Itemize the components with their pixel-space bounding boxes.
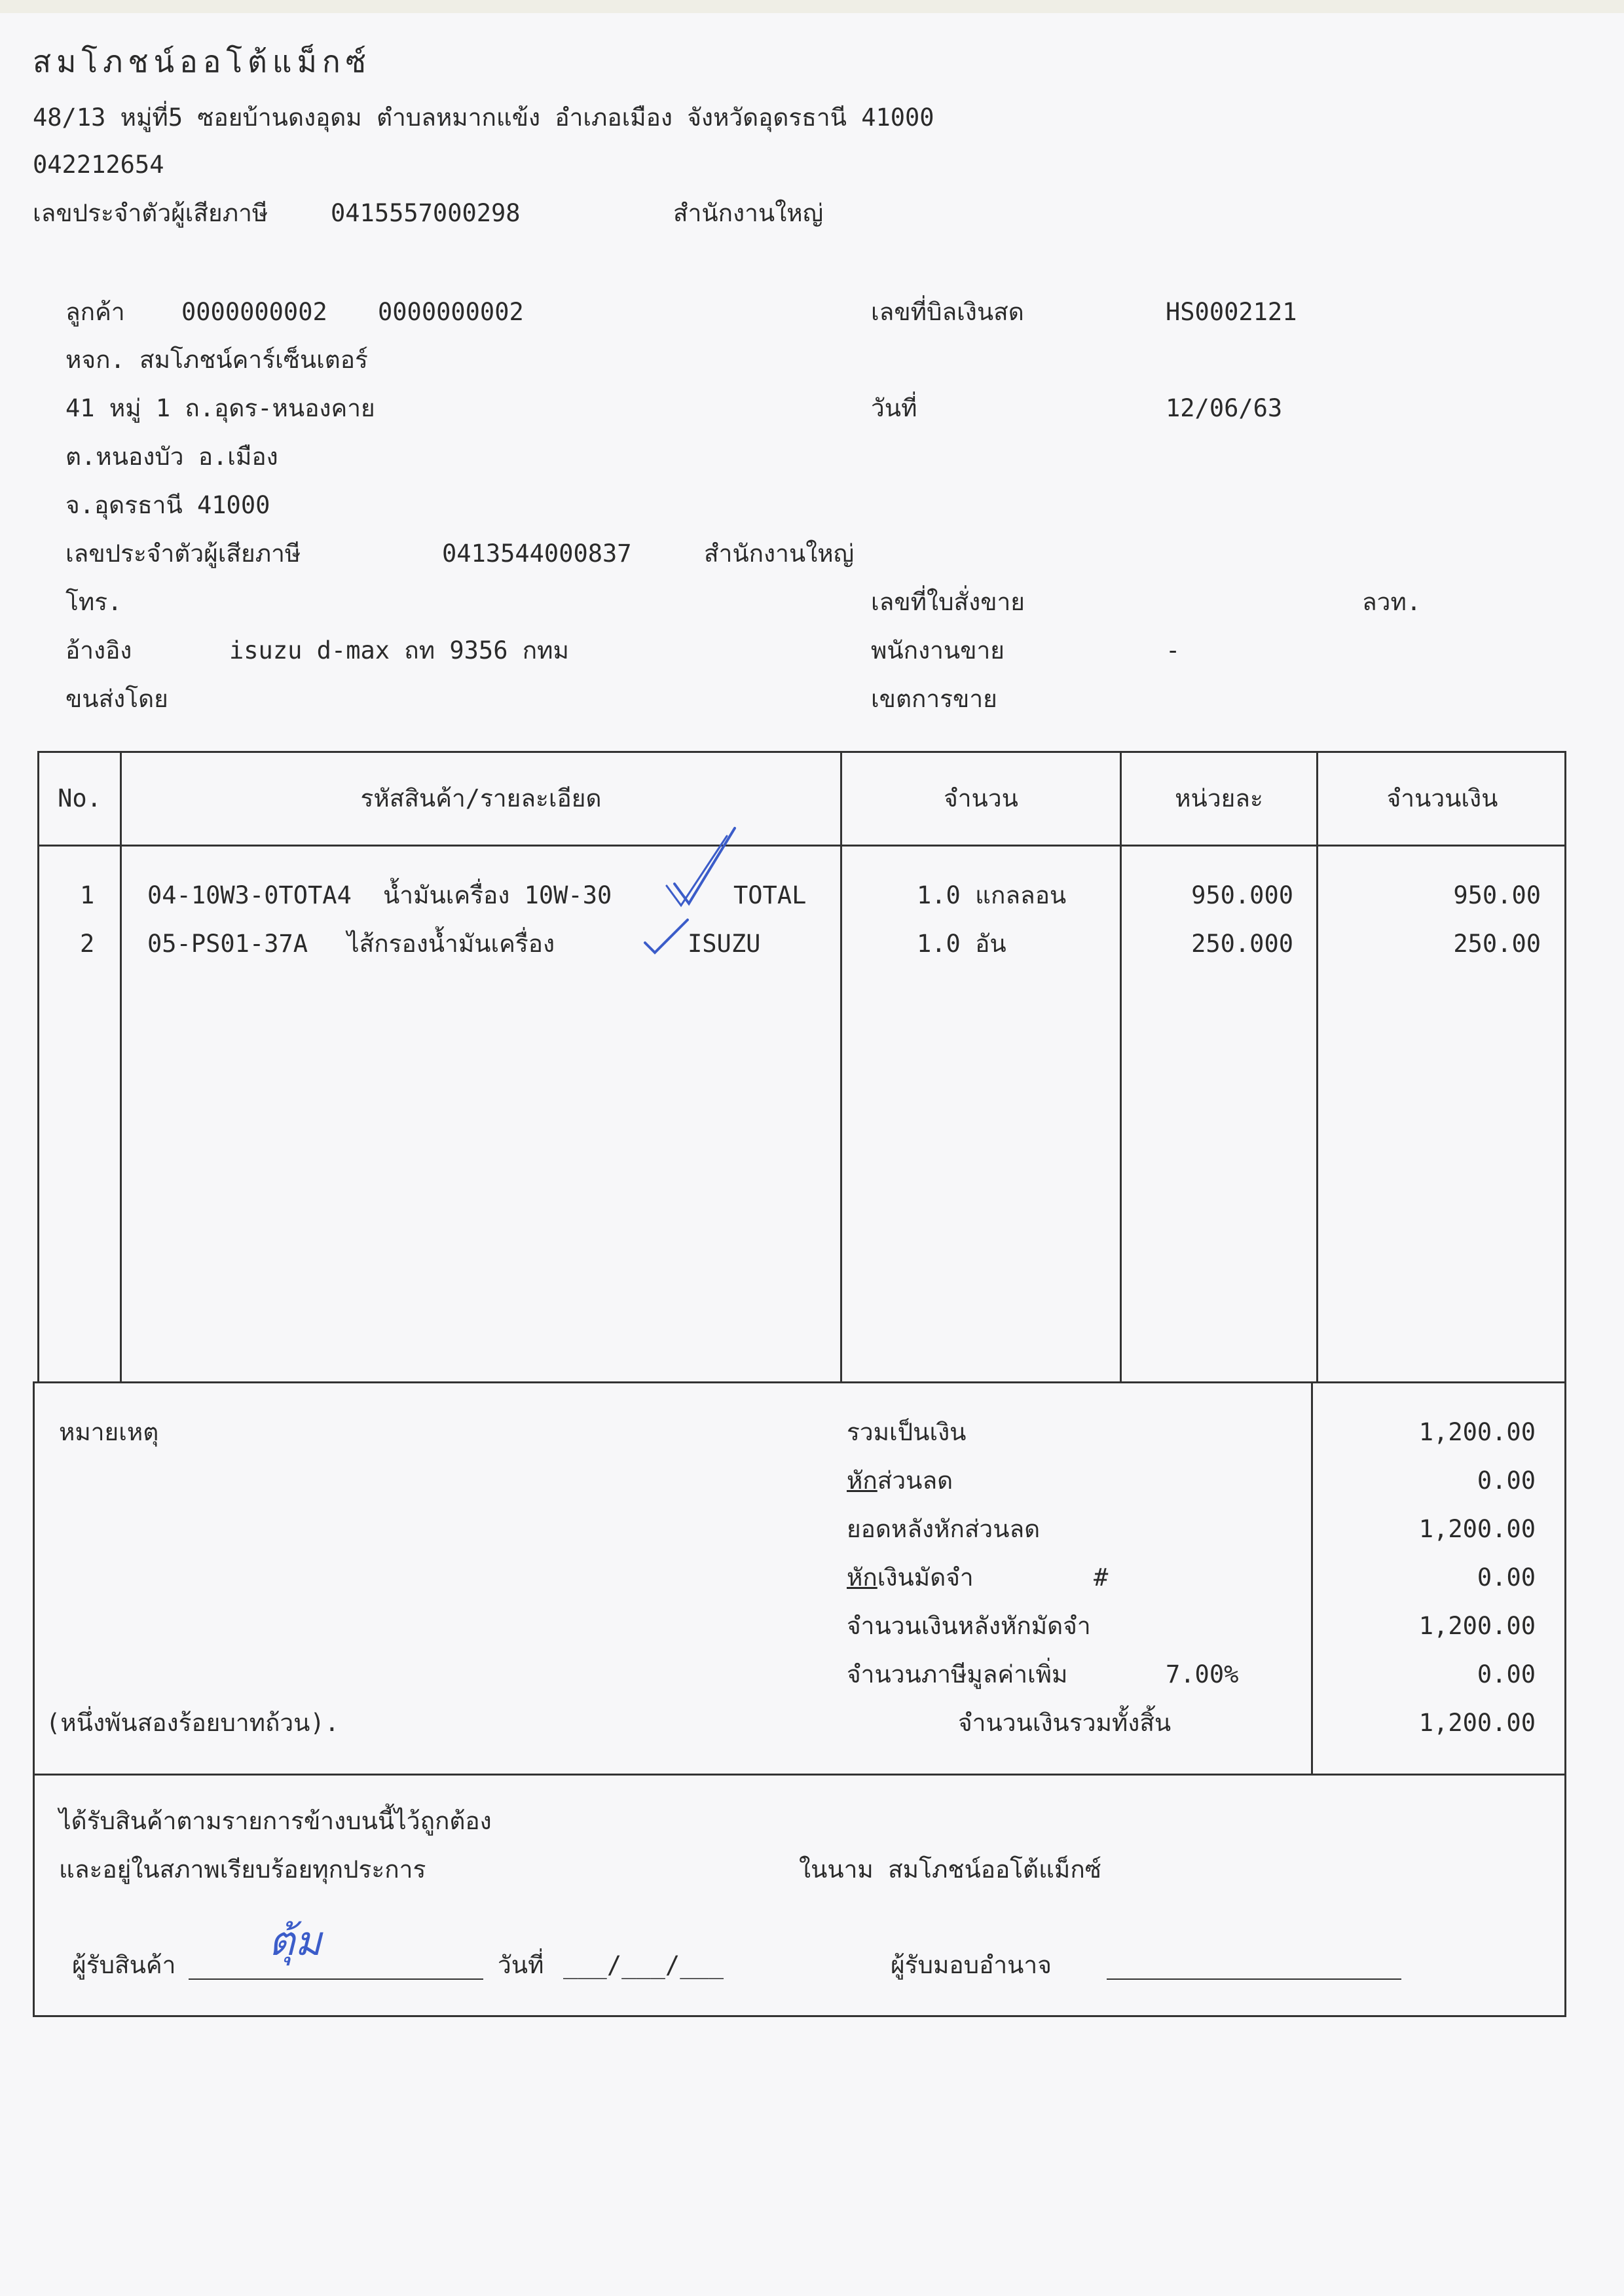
company-branch: สำนักงานใหญ่ (673, 199, 824, 227)
header-no: No. (58, 784, 101, 812)
customer-label: ลูกค้า (65, 298, 125, 326)
header-unit-price: หน่วยละ (1175, 784, 1263, 812)
header-description: รหัสสินค้า/รายละเอียด (360, 784, 602, 812)
received-line-2: และอยู่ในสภาพเรียบร้อยทุกประการ (59, 1855, 426, 1884)
amount-in-words: (หนึ่งพันสองร้อยบาทถ้วน). (46, 1709, 340, 1737)
salesperson-label: พนักงานขาย (871, 636, 1005, 665)
receive-date-blank: ___/___/___ (563, 1951, 724, 1979)
salesperson-value: - (1166, 636, 1181, 665)
row-quantity: 1.0 แกลลอน (917, 881, 1067, 909)
row-unit-price: 250.000 (1191, 930, 1293, 958)
on-behalf-of: ในนาม สมโภชน์ออโต้แม็กซ์ (799, 1855, 1101, 1884)
scan-top-band (0, 0, 1624, 13)
row-description: ไส้กรองน้ำมันเครื่อง (347, 930, 555, 958)
authorized-signature-line (1107, 1978, 1401, 1980)
receiver-signature-line (189, 1978, 483, 1980)
total-value: 1,200.00 (1418, 1418, 1536, 1446)
discount-label: หักส่วนลด (847, 1467, 953, 1495)
shipping-label: ขนส่งโดย (65, 685, 168, 713)
bill-number-label: เลขที่บิลเงินสด (871, 298, 1024, 326)
vat-value: 0.00 (1477, 1660, 1536, 1688)
deposit-mark: # (1094, 1563, 1109, 1592)
discount-value: 0.00 (1477, 1467, 1536, 1495)
company-address: 48/13 หมู่ที่5 ซอยบ้านดงอุดม ตำบลหมากแข้ง อำเภอเมือง จังหวัดอุดรธานี 41000 (33, 103, 934, 132)
header-quantity: จำนวน (944, 784, 1018, 812)
column-divider (840, 751, 842, 1383)
customer-address-3: จ.อุดรธานี 41000 (65, 491, 270, 519)
receive-date-label: วันที่ (498, 1951, 544, 1979)
authorized-label: ผู้รับมอบอำนาจ (891, 1951, 1052, 1979)
bill-number: HS0002121 (1166, 298, 1297, 326)
after-discount-value: 1,200.00 (1418, 1515, 1536, 1543)
customer-address-2: ต.หนองบัว อ.เมือง (65, 443, 278, 471)
column-divider (120, 751, 122, 1383)
customer-code-1: 0000000002 (181, 298, 327, 326)
company-name: สมโภชน์ออโต้แม็กซ์ (33, 44, 371, 79)
received-line-1: ได้รับสินค้าตามรายการข้างบนนี้ไว้ถูกต้อง (59, 1807, 492, 1835)
deposit-value: 0.00 (1477, 1563, 1536, 1592)
after-discount-label: ยอดหลังหักส่วนลด (847, 1515, 1041, 1543)
header-amount: จำนวนเงิน (1386, 784, 1498, 812)
receiver-signature: ตุ้ม (268, 1917, 322, 1965)
row-amount: 250.00 (1453, 930, 1541, 958)
customer-phone-label: โทร. (65, 588, 122, 616)
reference-value: isuzu d-max ถท 9356 กทม (229, 636, 569, 665)
grand-total-label: จำนวนเงินรวมทั้งสิ้น (958, 1709, 1172, 1737)
customer-tax-label: เลขประจำตัวผู้เสียภาษี (65, 539, 301, 568)
vat-label: จำนวนภาษีมูลค่าเพิ่ม (847, 1660, 1068, 1688)
sales-order-label: เลขที่ใบสั่งขาย (871, 588, 1025, 616)
company-tax-label: เลขประจำตัวผู้เสียภาษี (33, 199, 268, 227)
check-mark-icon (642, 917, 694, 956)
row-no: 2 (80, 930, 95, 958)
customer-name: หจก. สมโภชน์คาร์เซ็นเตอร์ (65, 346, 368, 374)
after-deposit-value: 1,200.00 (1418, 1612, 1536, 1640)
reference-label: อ้างอิง (65, 636, 132, 665)
row-code: 04-10W3-0TOTA4 (147, 881, 352, 909)
customer-address-1: 41 หมู่ 1 ถ.อุดร-หนองคาย (65, 394, 375, 422)
invoice-date: 12/06/63 (1166, 394, 1283, 422)
sales-order-number: ลวท. (1362, 588, 1422, 616)
date-label: วันที่ (871, 394, 917, 422)
row-code: 05-PS01-37A (147, 930, 308, 958)
grand-total-value: 1,200.00 (1418, 1709, 1536, 1737)
row-amount: 950.00 (1453, 881, 1541, 909)
deposit-label: หักเงินมัดจำ (847, 1563, 974, 1592)
sales-area-label: เขตการขาย (871, 685, 997, 713)
column-divider (1120, 751, 1122, 1383)
company-phone: 042212654 (33, 151, 164, 179)
company-tax-id: 0415557000298 (331, 199, 521, 227)
vat-rate: 7.00% (1166, 1660, 1239, 1688)
row-brand: TOTAL (733, 881, 807, 909)
row-quantity: 1.0 อัน (917, 930, 1006, 958)
remark-label: หมายเหตุ (59, 1418, 159, 1446)
row-description: น้ำมันเครื่อง 10W-30 (383, 881, 612, 909)
after-deposit-label: จำนวนเงินหลังหักมัดจำ (847, 1612, 1091, 1640)
table-header-divider (37, 845, 1566, 847)
row-no: 1 (80, 881, 95, 909)
total-label: รวมเป็นเงิน (847, 1418, 967, 1446)
column-divider (1316, 751, 1318, 1383)
customer-tax-id: 0413544000837 (442, 539, 632, 568)
customer-code-2: 0000000002 (378, 298, 524, 326)
receiver-label: ผู้รับสินค้า (72, 1951, 176, 1979)
row-unit-price: 950.000 (1191, 881, 1293, 909)
customer-branch: สำนักงานใหญ่ (704, 539, 855, 568)
row-brand: ISUZU (688, 930, 761, 958)
